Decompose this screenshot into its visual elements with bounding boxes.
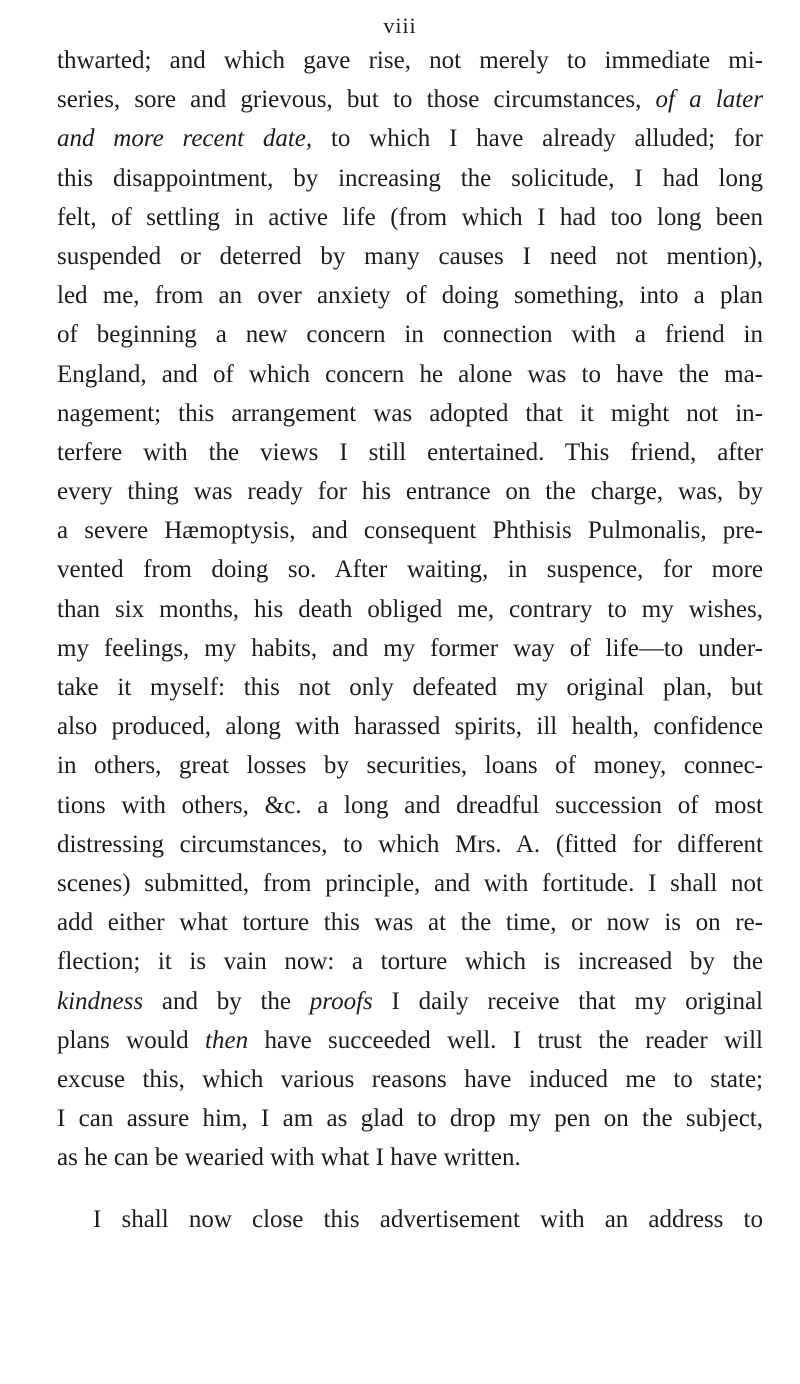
- paragraph-gap: [57, 1177, 763, 1200]
- text-line: this disappointment, by increasing the solicitude, I had long: [57, 164, 763, 192]
- text-line: my feelings, my habits, and my former way of life—to under-: [57, 634, 763, 662]
- text-line: flection; it is vain now: a torture which is increased by the: [57, 948, 763, 976]
- text-line: suspended or deterred by many causes I need not mention),: [57, 242, 763, 270]
- text-line: take it myself: this not only defeated my original plan, but: [57, 674, 763, 701]
- text-line: terfere with the views I still entertained. This friend, after: [57, 438, 763, 466]
- text-line: led me, from an over anxiety of doing something, into a plan: [57, 282, 763, 310]
- text-line: add either what torture this was at the time, or now is on re-: [57, 909, 763, 937]
- text-line: than six months, his death obliged me, contrary to my wishes,: [57, 595, 763, 623]
- text-line: scenes) submitted, from principle, and with fortitude. I shall not: [57, 869, 763, 897]
- text-line: nagement; this arrangement was adopted that it might not in-: [57, 399, 763, 427]
- text-line: I can assure him, I am as glad to drop my pen on the subject,: [57, 1105, 763, 1133]
- text-line: England, and of which concern he alone was to have the ma-: [57, 360, 763, 388]
- text-line: tions with others, &c. a long and dreadful succession of most: [57, 791, 763, 819]
- page-number: viii: [383, 13, 417, 38]
- text-line: kindness and by the proofs I daily receive that my original: [57, 987, 763, 1015]
- text-line: plans would then have succeeded well. I trust the reader will: [57, 1026, 763, 1054]
- text-line-final: I shall now close this advertisement with an address to: [93, 1206, 763, 1234]
- text-line: felt, of settling in active life (from which I had too long been: [57, 203, 763, 231]
- text-line: every thing was ready for his entrance on the charge, was, by: [57, 478, 763, 506]
- text-line: excuse this, which various reasons have induced me to state;: [57, 1065, 763, 1093]
- text-line: a severe Hæmoptysis, and consequent Phthisis Pulmonalis, pre-: [57, 517, 763, 545]
- text-line: in others, great losses by securities, loans of money, connec-: [57, 752, 763, 780]
- text-line: distressing circumstances, to which Mrs. A. (fitted for different: [57, 830, 763, 858]
- text-line: vented from doing so. After waiting, in suspence, for more: [57, 556, 763, 584]
- body-paragraph: [57, 41, 763, 1240]
- text-line: also produced, along with harassed spirits, ill health, confidence: [57, 713, 763, 741]
- text-line: and more recent date, to which I have already alluded; for: [57, 125, 763, 153]
- text-line: of beginning a new concern in connection with a friend in: [57, 321, 763, 349]
- text-line: series, sore and grievous, but to those circumstances, of a later: [57, 86, 764, 114]
- text-line: thwarted; and which gave rise, not merely to immediate mi-: [57, 47, 763, 74]
- text-line: as he can be wearied with what I have written.: [57, 1144, 521, 1172]
